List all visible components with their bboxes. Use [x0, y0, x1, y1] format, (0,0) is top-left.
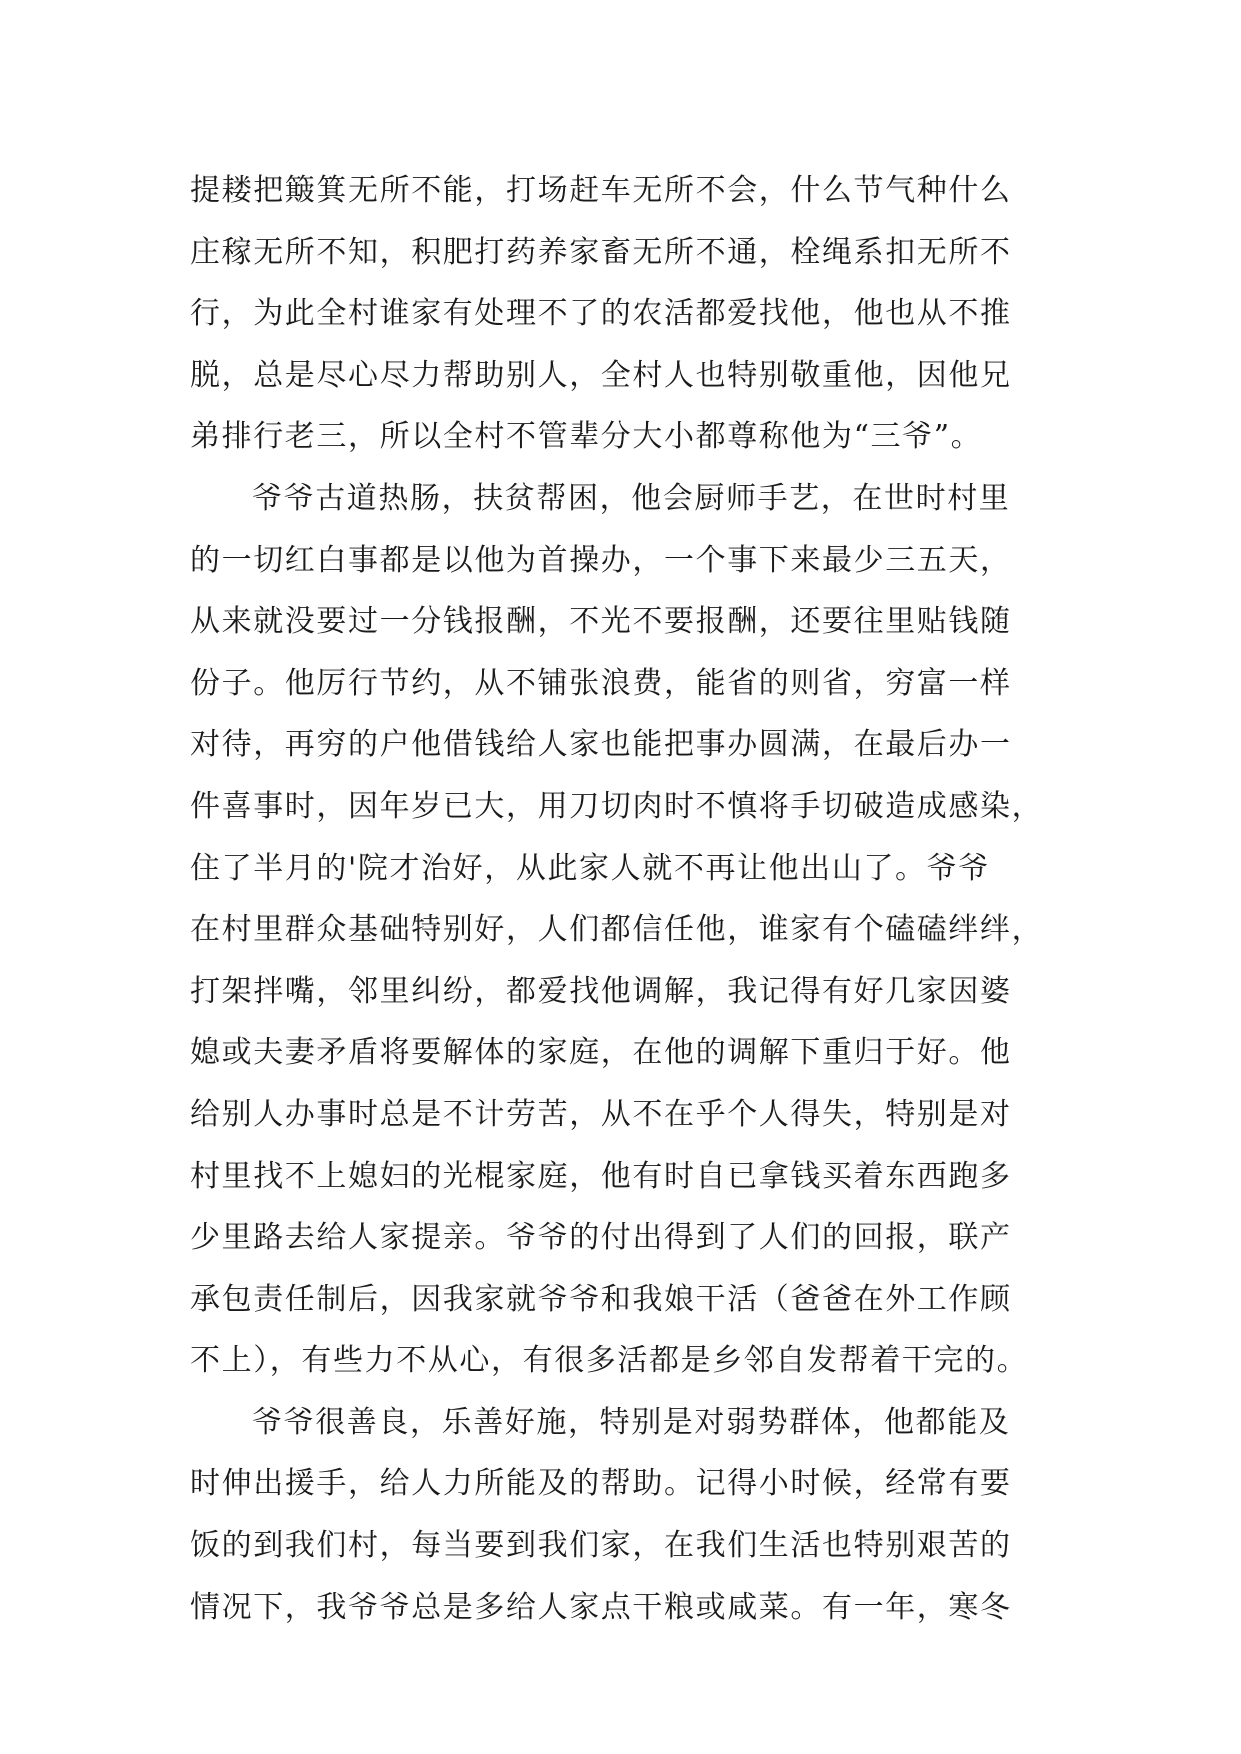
text-line: 的一切红白事都是以他为首操办，一个事下来最少三五天， — [190, 542, 1012, 578]
text-line: 庄稼无所不知，积肥打药养家畜无所不通，栓绳系扣无所不 — [190, 234, 1012, 270]
document-body — [190, 160, 1050, 1638]
text-line: 对待，再穷的户他借钱给人家也能把事办圆满，在最后办一 — [190, 727, 1012, 763]
text-line: 提耧把簸箕无所不能，打场赶车无所不会，什么节气种什么 — [190, 173, 1012, 208]
text-line: 在村里群众基础特别好，人们都信任他，谁家有个磕磕绊绊， — [190, 912, 1044, 948]
text-line: 时伸出援手，给人力所能及的帮助。记得小时候，经常有要 — [190, 1466, 1012, 1502]
text-line: 行，为此全村谁家有处理不了的农活都爱找他，他也从不推 — [190, 296, 1012, 332]
text-line: 媳或夫妻矛盾将要解体的家庭，在他的调解下重归于好。他 — [190, 1035, 1012, 1071]
text-line: 弟排行老三，所以全村不管辈分大小都尊称他为“三爷”。 — [190, 419, 983, 455]
text-line: 从来就没要过一分钱报酬，不光不要报酬，还要往里贴钱随 — [190, 604, 1012, 640]
text-line: 打架拌嘴，邻里纠纷，都爱找他调解，我记得有好几家因婆 — [190, 973, 1012, 1009]
text-line: 少里路去给人家提亲。爷爷的付出得到了人们的回报，联产 — [190, 1220, 1012, 1256]
text-line: 爷爷很善良，乐善好施，特别是对弱势群体，他都能及 — [252, 1404, 1011, 1440]
text-line: 情况下，我爷爷总是多给人家点干粮或咸菜。有一年，寒冬 — [190, 1589, 1012, 1625]
text-line: 不上），有些力不从心，有很多活都是乡邻自发帮着干完的。 — [190, 1343, 1029, 1379]
text-line: 份子。他厉行节约，从不铺张浪费，能省的则省，穷富一样 — [190, 665, 1012, 701]
text-line: 件喜事时，因年岁已大，用刀切肉时不慎将手切破造成感染， — [190, 788, 1044, 824]
text-line: 饭的到我们村，每当要到我们家，在我们生活也特别艰苦的 — [190, 1528, 1012, 1564]
text-line: 住了半月的'院才治好，从此家人就不再让他出山了。爷爷 — [190, 850, 990, 886]
text-line: 爷爷古道热肠，扶贫帮困，他会厨师手艺，在世时村里 — [252, 480, 1011, 516]
text-line: 村里找不上媳妇的光棍家庭，他有时自已拿钱买着东西跑多 — [190, 1158, 1012, 1194]
text-line: 承包责任制后，因我家就爷爷和我娘干活（爸爸在外工作顾 — [190, 1281, 1012, 1317]
text-line: 给别人办事时总是不计劳苦，从不在乎个人得失，特别是对 — [190, 1096, 1012, 1132]
text-line: 脱，总是尽心尽力帮助别人，全村人也特别敬重他，因他兄 — [190, 357, 1012, 393]
